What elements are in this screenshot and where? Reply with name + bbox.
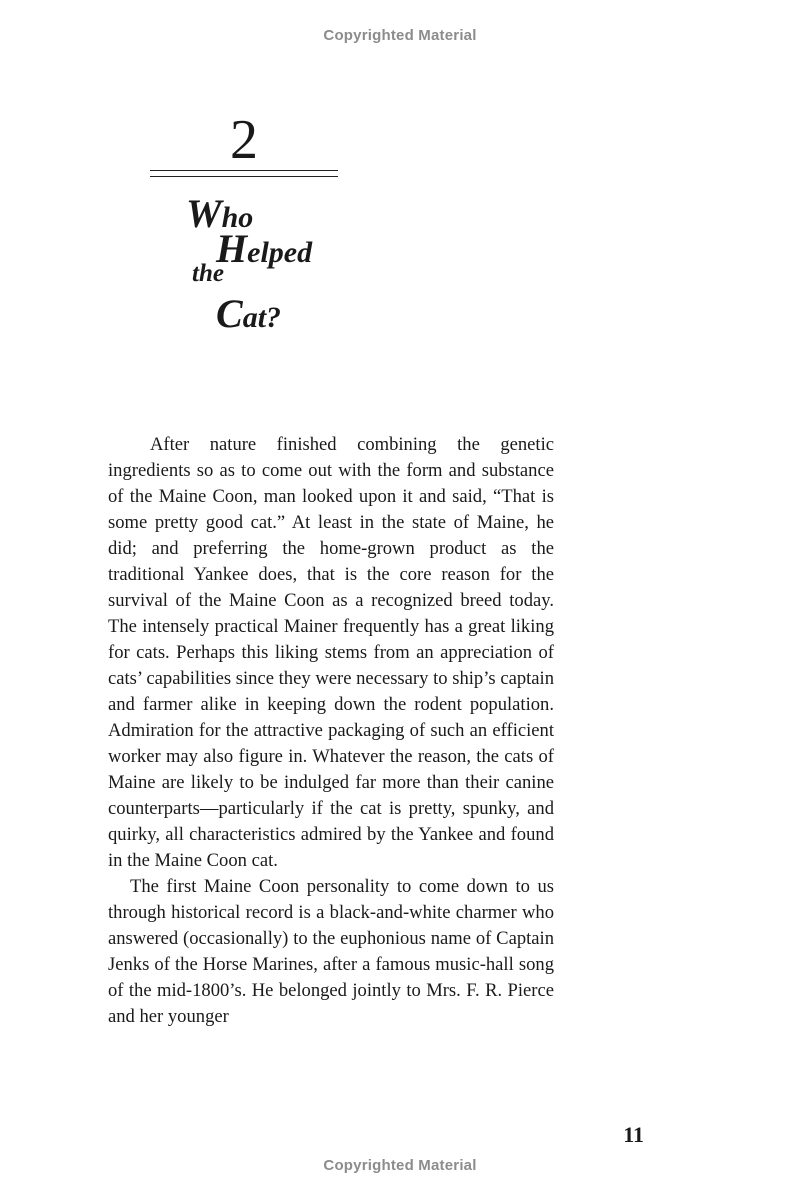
title-rest: ho — [221, 201, 254, 234]
paragraph: The first Maine Coon personality to come down to us through historical record is a black-and-white charmer who answered (occasionally) to the euphonious name of Captain Jenks of the Horse Marines, after a famous music-hall song of the mid-1800’s. He belonged jointly to Mrs. F. R. Pierce and her younger — [108, 876, 554, 1027]
title-initial: C — [216, 291, 243, 336]
copyright-watermark-top: Copyrighted Material — [323, 27, 477, 44]
paragraph: After nature finished combining the genetic ingredients so as to come out with the form and substance of the Maine Coon, man looked upon it and said, “That is some pretty good cat.” At least in the state of Maine, he did; and preferring the home-grown product as the traditional Yankee does, that is the core reason for the survival of the Maine Coon as a recognized breed today. The intensely practical Mainer frequently has a great liking for cats. Perhaps this liking stems from an appreciation of cats’ capabilities since they were necessary to ship’s captain and farmer alike in keeping down the rodent population. Admiration for the attractive packaging of such an efficient worker may also figure in. Whatever the reason, the cats of Maine are likely to be indulged far more than their canine counterparts—particularly if the cat is pretty, spunky, and quirky, all characteristics admired by the Yankee and found in the Maine Coon cat. — [108, 434, 554, 871]
chapter-rule-upper — [150, 170, 338, 171]
title-rest: at? — [242, 301, 282, 334]
chapter-number: 2 — [230, 109, 258, 171]
chapter-title-word — [192, 260, 224, 288]
page-number: 11 — [623, 1122, 644, 1147]
chapter-title-word — [216, 290, 281, 337]
title-rest: elped — [247, 236, 313, 269]
chapter-title-word — [216, 225, 312, 272]
body-text — [108, 432, 554, 1030]
title-initial: W — [186, 191, 222, 236]
copyright-watermark-bottom: Copyrighted Material — [323, 1157, 477, 1174]
chapter-rule-lower — [150, 176, 338, 177]
title-rest: the — [192, 260, 224, 287]
title-initial: H — [216, 226, 248, 271]
